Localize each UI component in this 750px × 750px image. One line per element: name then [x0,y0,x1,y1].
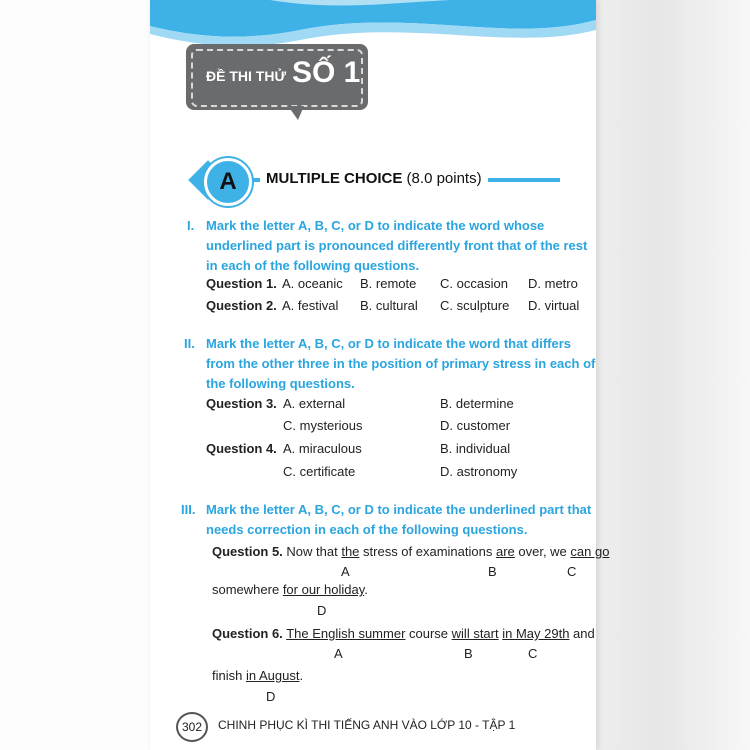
question-label: Question 6. [212,626,283,641]
part2-instruction [184,334,596,394]
q5-label-d: D [317,603,327,618]
text: stress of examinations [359,544,496,559]
part3-line: Mark the letter A, B, C, or D to indicate the underlined part that [206,502,592,517]
text: . [364,582,368,597]
section-letter: A [219,168,237,195]
section-title [260,170,488,187]
q6-label-a: A [334,646,343,661]
question-label: Question 1. [206,276,277,291]
test-badge [186,44,368,116]
part2-number: II. [184,336,195,351]
question-5-line-2 [212,582,368,597]
part1-line: Mark the letter A, B, C, or D to indicate the word whose [206,218,545,233]
part3-line: needs correction in each of the following questions. [206,522,528,537]
question-label: Question 4. [206,441,277,456]
q6-label-c: C [528,646,538,661]
footer-title: CHINH PHỤC KÌ THI TIẾNG ANH VÀO LỚP 10 - TẬP 1 [218,718,516,732]
question-label: Question 5. [212,544,283,559]
q6-label-d: D [266,689,276,704]
section-title-bold: MULTIPLE CHOICE [266,170,403,187]
q2-option-a[interactable]: A. festival [282,298,339,313]
q1-option-d[interactable]: D. metro [528,276,578,291]
q6-part-d[interactable]: in August [245,668,300,683]
q1-option-c[interactable]: C. occasion [440,276,508,291]
q5-part-c[interactable]: can go [570,544,610,559]
part1-line: underlined part is pronounced differently front that of the rest [206,238,588,253]
q5-part-b[interactable]: are [495,544,515,559]
question-label: Question 3. [206,396,277,411]
question-2 [206,298,277,313]
q3-option-d[interactable]: D. customer [440,418,511,433]
question-5-line-1 [212,544,609,559]
q1-option-b[interactable]: B. remote [360,276,417,291]
q2-option-c[interactable]: C. sculpture [440,298,510,313]
text: and [569,626,595,641]
question-4 [206,441,277,456]
q4-option-b[interactable]: B. individual [440,441,511,456]
q4-option-c[interactable]: C. certificate [283,464,356,479]
part3-instruction [181,500,592,540]
q3-option-b[interactable]: B. determine [440,396,514,411]
q5-label-b: B [488,564,497,579]
text: course [405,626,452,641]
section-title-rest: (8.0 points) [402,170,482,187]
q2-option-d[interactable]: D. virtual [528,298,580,313]
q6-part-a[interactable]: The English summer [286,626,406,641]
page-edge [596,0,750,750]
question-6-line-1 [212,626,595,641]
text: . [299,668,304,683]
text: over, we [514,544,571,559]
q3-option-a[interactable]: A. external [283,396,346,411]
text: Now that [282,544,342,559]
q4-option-d[interactable]: D. astronomy [440,464,518,479]
badge-number: SỐ 1 [292,56,361,89]
text: finish [212,668,246,683]
badge-tail [288,106,304,120]
section-header [190,160,566,200]
q3-option-c[interactable]: C. mysterious [283,418,363,433]
q6-part-b[interactable]: will start [451,626,499,641]
q4-option-a[interactable]: A. miraculous [283,441,362,456]
q2-option-b[interactable]: B. cultural [360,298,418,313]
question-1 [206,276,277,291]
q5-part-a[interactable]: the [341,544,360,559]
badge-prefix: ĐỀ THI THỬ [206,68,287,84]
q1-option-a[interactable]: A. oceanic [282,276,343,291]
q6-part-c[interactable]: in May 29th [502,626,570,641]
question-6-line-2 [212,668,303,683]
section-circle [204,158,252,206]
page-number: 302 [176,712,208,742]
part2-line: from the other three in the position of primary stress in each of [206,356,596,371]
q5-label-c: C [567,564,577,579]
question-3 [206,396,277,411]
text: somewhere [212,582,283,597]
part2-line: the following questions. [206,376,355,391]
part2-line: Mark the letter A, B, C, or D to indicate the word that differs [206,336,572,351]
part1-line: in each of the following questions. [206,258,420,273]
q5-part-d[interactable]: for our holiday [282,582,365,597]
part1-instruction [187,216,588,276]
part1-number: I. [187,218,195,233]
question-label: Question 2. [206,298,277,313]
part3-number: III. [181,502,196,517]
q5-label-a: A [341,564,350,579]
q6-label-b: B [464,646,473,661]
